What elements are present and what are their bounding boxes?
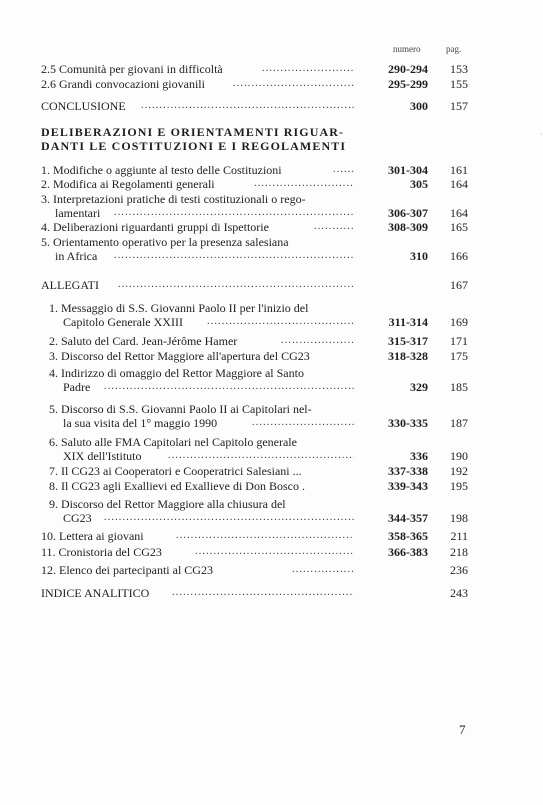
entry-text: ALLEGATI bbox=[41, 278, 99, 292]
dot-leader bbox=[118, 278, 354, 292]
entry-page: 198 bbox=[450, 511, 468, 525]
entry-text: 2. Modifica ai Regolamenti generali bbox=[41, 177, 215, 191]
entry-page: 243 bbox=[450, 586, 468, 600]
entry-number: 358-365 bbox=[388, 529, 428, 543]
toc-entry bbox=[0, 511, 543, 525]
toc-entry bbox=[0, 177, 543, 191]
toc-entry bbox=[0, 464, 543, 478]
entry-number: 290-294 bbox=[388, 62, 428, 76]
entry-text: CONCLUSIONE bbox=[41, 99, 126, 113]
toc-entry bbox=[0, 220, 543, 234]
entry-text: 4. Deliberazioni riguardanti gruppi di Ispettorie bbox=[41, 220, 269, 234]
dot-leader bbox=[104, 380, 354, 394]
entry-page: 155 bbox=[450, 77, 468, 91]
entry-page: 175 bbox=[450, 349, 468, 363]
entry-text: 11. Cronistoria del CG23 bbox=[41, 545, 162, 559]
entry-text: 2.6 Grandi convocazioni giovanili bbox=[41, 77, 205, 91]
section-heading-line: DANTI LE COSTITUZIONI E I REGOLAMENTI bbox=[41, 139, 347, 153]
entry-text: 12. Elenco dei partecipanti al CG23 bbox=[41, 563, 213, 577]
entry-page: 218 bbox=[450, 545, 468, 559]
entry-number: 329 bbox=[410, 380, 428, 394]
entry-text: INDICE ANALITICO bbox=[41, 586, 150, 600]
entry-text: 2. Saluto del Card. Jean-Jérôme Hamer bbox=[49, 334, 238, 348]
toc-entry bbox=[0, 349, 543, 363]
toc-entry bbox=[0, 479, 543, 493]
entry-page: 164 bbox=[450, 177, 468, 191]
entry-number: 339-343 bbox=[388, 479, 428, 493]
entry-page: 167 bbox=[450, 278, 468, 292]
entry-page: 164 bbox=[450, 206, 468, 220]
toc-entry bbox=[0, 402, 543, 416]
entry-text: 3. Discorso del Rettor Maggiore all'apertura del CG23 bbox=[49, 349, 310, 363]
entry-number: 337-338 bbox=[388, 464, 428, 478]
toc-entry bbox=[0, 586, 543, 600]
entry-text: 7. Il CG23 ai Cooperatori e Cooperatrici Salesiani ... bbox=[49, 464, 302, 478]
entry-number: 311-314 bbox=[388, 315, 428, 329]
entry-page: 236 bbox=[450, 563, 468, 577]
entry-page: 171 bbox=[450, 334, 468, 348]
entry-number: 308-309 bbox=[388, 220, 428, 234]
section-heading-line: DELIBERAZIONI E ORIENTAMENTI RIGUAR- bbox=[41, 125, 345, 139]
entry-text: lamentari bbox=[55, 206, 101, 220]
toc-entry bbox=[0, 235, 543, 249]
entry-number: 318-328 bbox=[388, 349, 428, 363]
entry-page: 211 bbox=[450, 529, 468, 543]
entry-number: 330-335 bbox=[388, 416, 428, 430]
entry-page: 185 bbox=[450, 380, 468, 394]
entry-page: 161 bbox=[450, 163, 468, 177]
toc-entry bbox=[0, 77, 543, 91]
section-heading bbox=[41, 125, 361, 153]
entry-text: Capitolo Generale XXIII bbox=[63, 315, 183, 329]
entry-number: 344-357 bbox=[388, 511, 428, 525]
dot-leader bbox=[114, 206, 354, 220]
entry-text: 1. Modifiche o aggiunte al testo delle Costituzioni bbox=[41, 163, 282, 177]
page-number: 7 bbox=[459, 722, 466, 737]
entry-number: 305 bbox=[410, 177, 428, 191]
entry-text: 3. Interpretazioni pratiche di testi costituzionali o rego- bbox=[41, 192, 306, 206]
column-header-pag: pag. bbox=[446, 44, 462, 54]
toc-entry bbox=[0, 163, 543, 177]
toc-entry bbox=[0, 278, 543, 292]
entry-number: 315-317 bbox=[388, 334, 428, 348]
entry-number: 301-304 bbox=[388, 163, 428, 177]
entry-text: 2.5 Comunità per giovani in difficoltà bbox=[41, 62, 223, 76]
toc-entry bbox=[0, 435, 543, 449]
toc-entry bbox=[0, 563, 543, 577]
entry-page: 192 bbox=[450, 464, 468, 478]
toc-entry bbox=[0, 62, 543, 76]
toc-entry bbox=[0, 315, 543, 329]
toc-entry bbox=[0, 301, 543, 315]
entry-page: 153 bbox=[450, 62, 468, 76]
entry-number: 295-299 bbox=[388, 77, 428, 91]
entry-text: 10. Lettera ai giovani bbox=[41, 529, 144, 543]
entry-text: CG23 bbox=[63, 511, 92, 525]
entry-text: in Africa bbox=[55, 249, 98, 263]
dot-leader bbox=[141, 99, 354, 113]
entry-number: 300 bbox=[410, 99, 428, 113]
toc-entry bbox=[0, 545, 543, 559]
entry-text: 1. Messaggio di S.S. Giovanni Paolo II per l'inizio del bbox=[49, 301, 309, 315]
toc-entry bbox=[0, 99, 543, 113]
dot-leader bbox=[114, 249, 354, 263]
entry-text: Padre bbox=[63, 380, 91, 394]
entry-page: 187 bbox=[450, 416, 468, 430]
entry-number: 336 bbox=[410, 449, 428, 463]
entry-page: 166 bbox=[450, 249, 468, 263]
toc-entry bbox=[0, 449, 543, 463]
toc-entry bbox=[0, 206, 543, 220]
toc-entry bbox=[0, 366, 543, 380]
entry-page: 169 bbox=[450, 315, 468, 329]
dot-leader bbox=[168, 449, 354, 463]
entry-text: 5. Orientamento operativo per la presenza salesiana bbox=[41, 235, 289, 249]
toc-entry bbox=[0, 334, 543, 348]
toc-entry bbox=[0, 529, 543, 543]
entry-text: XIX dell'Istituto bbox=[63, 449, 142, 463]
entry-number: 366-383 bbox=[388, 545, 428, 559]
entry-text: 8. Il CG23 agli Exallievi ed Exallieve di Don Bosco . bbox=[49, 479, 305, 493]
toc-entry bbox=[0, 249, 543, 263]
entry-text: 6. Saluto alle FMA Capitolari nel Capitolo generale bbox=[49, 435, 297, 449]
dot-leader bbox=[292, 563, 354, 577]
entry-page: 190 bbox=[450, 449, 468, 463]
dot-leader bbox=[104, 511, 354, 525]
entry-page: 165 bbox=[450, 220, 468, 234]
toc-entry bbox=[0, 497, 543, 511]
toc-entry bbox=[0, 416, 543, 430]
toc-entry bbox=[0, 380, 543, 394]
dot-leader bbox=[172, 586, 354, 600]
margin-mark: · bbox=[540, 130, 543, 139]
entry-page: 195 bbox=[450, 479, 468, 493]
entry-number: 306-307 bbox=[388, 206, 428, 220]
entry-number: 310 bbox=[410, 249, 428, 263]
column-header-numero: numero bbox=[393, 44, 421, 54]
entry-text: 9. Discorso del Rettor Maggiore alla chiusura del bbox=[49, 497, 286, 511]
entry-text: 4. Indirizzo di omaggio del Rettor Maggiore al Santo bbox=[49, 366, 304, 380]
entry-page: 157 bbox=[450, 99, 468, 113]
entry-text: 5. Discorso di S.S. Giovanni Paolo II ai Capitolari nel- bbox=[49, 402, 312, 416]
toc-entry bbox=[0, 192, 543, 206]
entry-text: la sua visita del 1° maggio 1990 bbox=[63, 416, 218, 430]
